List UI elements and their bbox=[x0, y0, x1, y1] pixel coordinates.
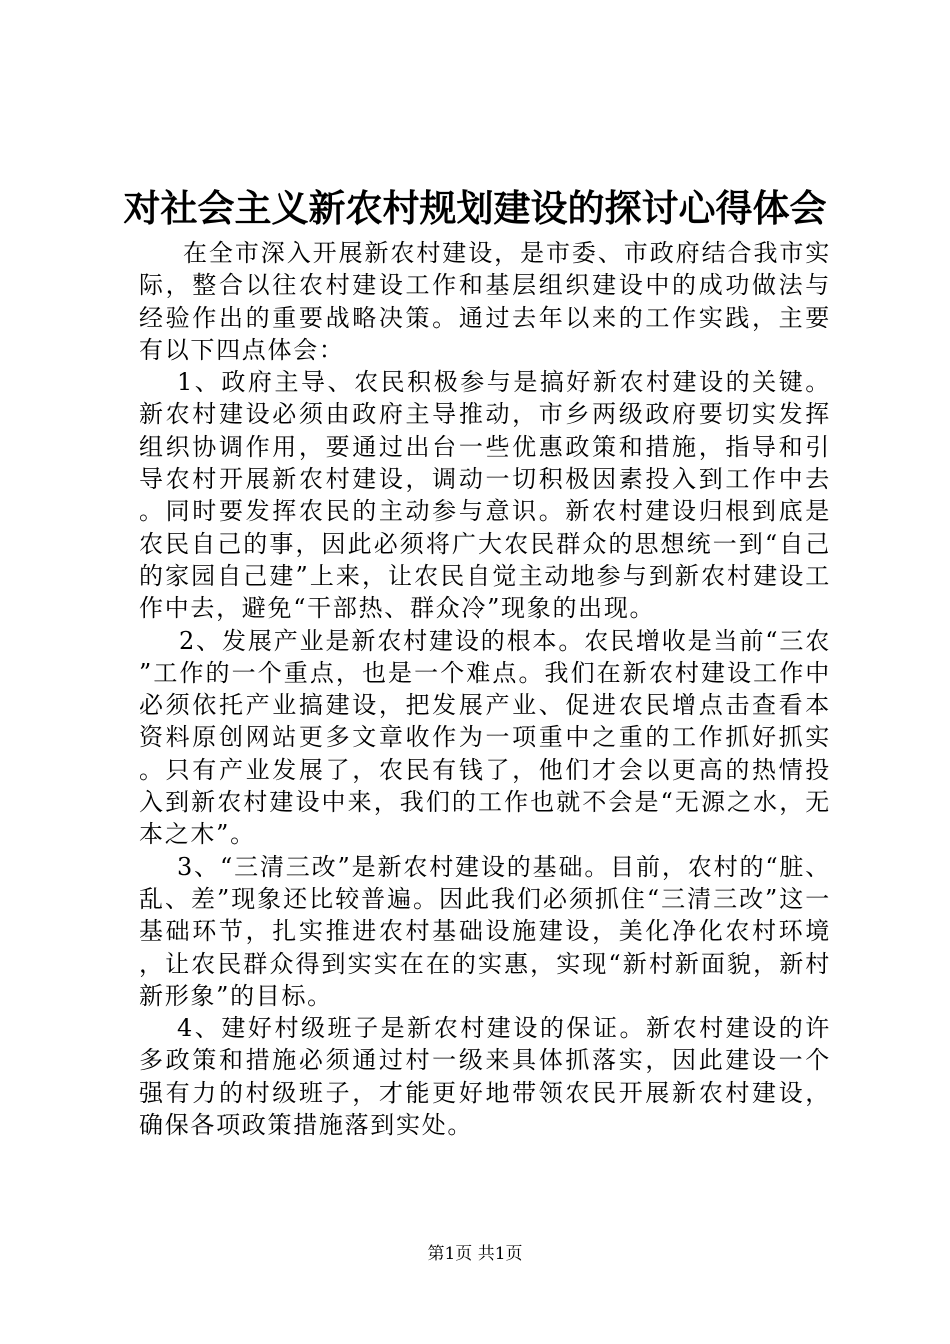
intro-paragraph: 在全市深入开展新农村建设，是市委、市政府结合我市实际，整合以往农村建设工作和基层组织建设中的成功做法与经验作出的重要战略决策。通过去年以来的工作实践，主要有以下四点体会： bbox=[139, 239, 831, 364]
page-number-footer: 第1页 共1页 bbox=[427, 1244, 523, 1264]
point-3-paragraph: 3、“三清三改”是新农村建设的基础。目前，农村的“脏、乱、差”现象还比较普遍。因此我们必须抓住“三清三改”这一基础环节，扎实推进农村基础设施建设，美化净化农村环境，让农民群众得到实实在在的实惠，实现“新村新面貌，新村新形象”的目标。 bbox=[139, 852, 831, 1010]
document-body bbox=[139, 237, 831, 1141]
point-2-paragraph: 2、发展产业是新农村建设的根本。农民增收是当前“三农”工作的一个重点，也是一个难点。我们在新农村建设工作中必须依托产业搞建设，把发展产业、促进农民增点击查看本资料原创网站更多文章收作为一项重中之重的工作抓好抓实。只有产业发展了，农民有钱了，他们才会以更高的热情投入到新农村建设中来，我们的工作也就不会是“无源之水，无本之木”。 bbox=[139, 626, 831, 849]
point-4-paragraph: 4、建好村级班子是新农村建设的保证。新农村建设的许多政策和措施必须通过村一级来具体抓落实，因此建设一个强有力的村级班子，才能更好地带领农民开展新农村建设，确保各项政策措施落到实处。 bbox=[139, 1014, 831, 1140]
point-1-paragraph: 1、政府主导、农民积极参与是搞好新农村建设的关键。新农村建设必须由政府主导推动，市乡两级政府要切实发挥组织协调作用，要通过出台一些优惠政策和措施，指导和引导农村开展新农村建设，调动一切积极因素投入到工作中去。同时要发挥农民的主动参与意识。新农村建设归根到底是农民自己的事，因此必须将广大农民群众的思想统一到“自己的家园自己建”上来，让农民自觉主动地参与到新农村建设工作中去，避免“干部热、群众冷”现象的出现。 bbox=[139, 368, 831, 623]
document-title: 对社会主义新农村规划建设的探讨心得体会 bbox=[123, 186, 827, 230]
